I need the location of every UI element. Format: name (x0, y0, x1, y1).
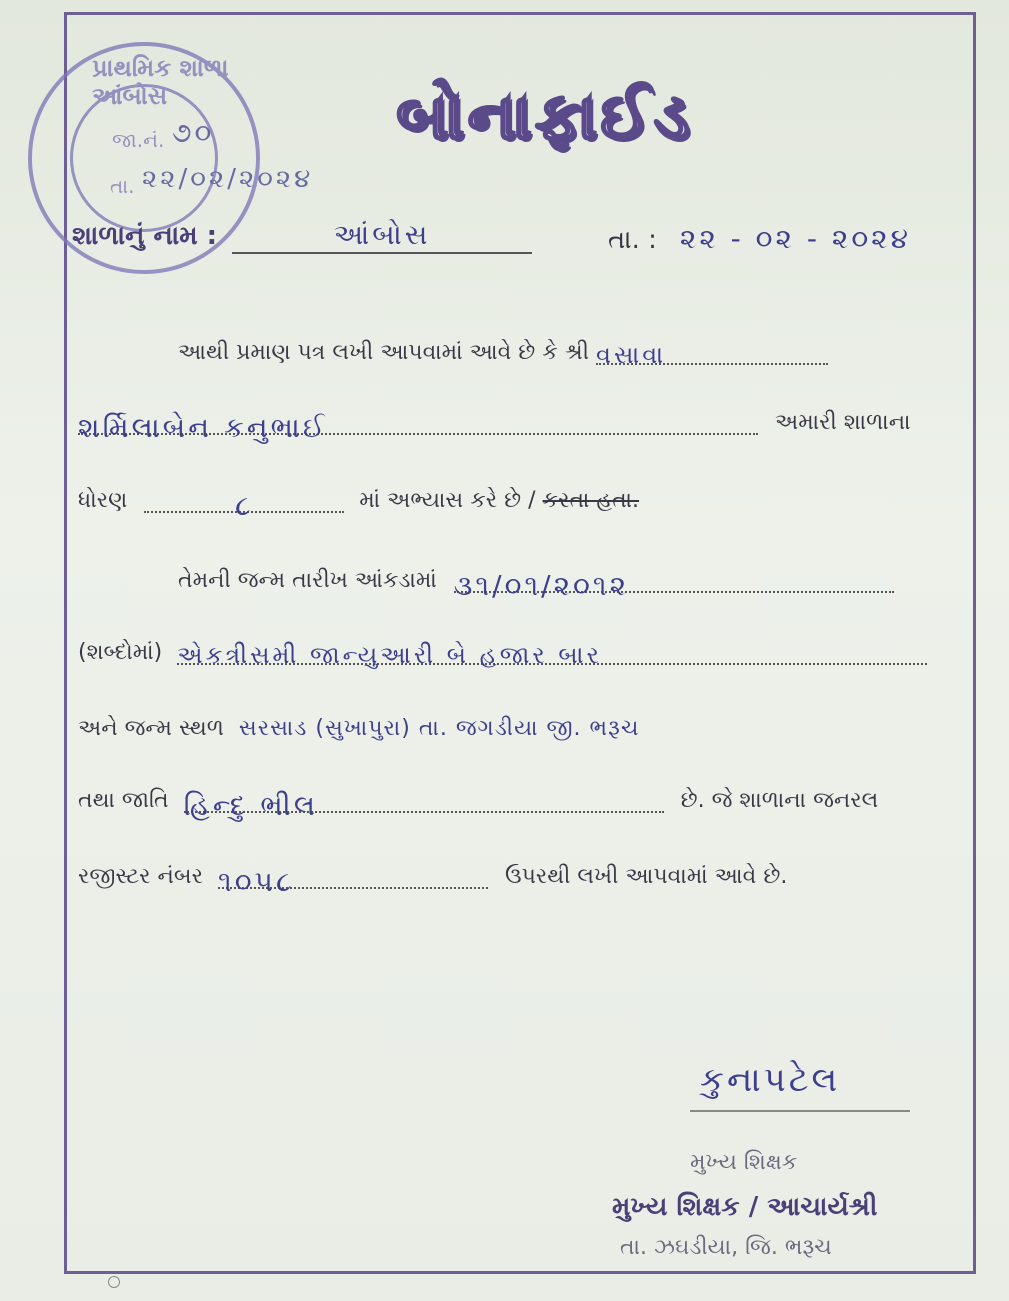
date-label: તા. : (608, 225, 657, 255)
certificate-line-2 (78, 410, 911, 444)
birthplace-label: અને જન્મ સ્થળ (78, 716, 224, 741)
surname-field (596, 341, 828, 369)
signature-line (690, 1110, 910, 1112)
signature: કુનાપટેલ (700, 1060, 841, 1100)
birthplace-field (239, 716, 640, 741)
line1-text: આથી પ્રમાણ પત્ર લખી આપવામાં આવે છે કે શ્રી (178, 340, 590, 365)
stamp-school-name: પ્રાથમિક શાળા આંબોસ (92, 54, 229, 110)
register-value: ૧૦૫૮ (217, 865, 295, 898)
stamp-number-value: ૭૦ (172, 116, 215, 149)
dob-words-row (78, 640, 927, 669)
standard-value: ૮ (235, 489, 254, 522)
dob-words-value: એકત્રીસમી જાન્યુઆરી બે હજાર બાર (177, 641, 602, 669)
dob-field (453, 569, 894, 602)
caste-value: હિન્દુ ભીલ (183, 789, 318, 822)
standard-struck-text: કરતા હતા. (542, 488, 640, 513)
standard-text: માં અભ્યાસ કરે છે / (359, 488, 536, 513)
register-suffix: ઉપરથી લખી આપવામાં આવે છે. (504, 864, 788, 889)
date-value: ૨૨ - ૦૨ - ૨૦૨૪ (679, 222, 911, 255)
birthplace-value: સરસાડ (સુખાપુરા) તા. જગડીયા જી. ભરૂચ (238, 716, 640, 741)
register-label: રજીસ્ટર નંબર (78, 864, 203, 889)
dob-words-label: (શબ્દોમાં) (78, 640, 163, 665)
certificate-line-1 (178, 340, 828, 369)
caste-suffix: છે. જે શાળાના જનરલ (680, 788, 879, 813)
signatory-role: મુખ્ય શિક્ષક (690, 1150, 798, 1175)
dob-value: ૩૧/૦૧/૨૦૧૨ (453, 569, 630, 602)
line2-suffix: અમારી શાળાના (775, 410, 911, 435)
surname-value: વસાવા (596, 341, 667, 369)
register-row (78, 864, 788, 898)
margin-dot (108, 1276, 120, 1288)
document-title: બોનાફાઈડ (396, 80, 694, 154)
birthplace-row (78, 716, 639, 741)
stamp-date-value: ૨૨/૦૨/૨૦૨૪ (142, 164, 314, 194)
caste-field (183, 789, 664, 822)
school-name-label: શાળાનું નામ : (72, 221, 218, 251)
dob-row (178, 568, 894, 602)
student-name-field (78, 411, 758, 444)
school-name-field (232, 218, 532, 254)
standard-label: ધોરણ (78, 488, 128, 513)
standard-field (144, 489, 344, 522)
date-row (608, 222, 911, 256)
caste-row (78, 788, 879, 822)
register-field (217, 865, 488, 898)
school-name-row (72, 218, 532, 254)
stamp-date-label: તા. (110, 174, 135, 198)
student-name-value: શર્મિલાબેન કનુભાઈ (78, 411, 328, 444)
dob-label: તેમની જન્મ તારીખ આંકડામાં (178, 568, 437, 593)
caste-label: તથા જાતિ (78, 788, 169, 813)
standard-row (78, 488, 640, 522)
principal-stamp-title: મુખ્ય શિક્ષક / આચાર્યશ્રી (612, 1192, 878, 1222)
dob-words-field (177, 641, 927, 669)
stamp-number-label: જા.નં. (112, 128, 165, 152)
principal-stamp-location: તા. ઝઘડીયા, જિ. ભરૂચ (620, 1235, 832, 1260)
school-name-value: આંબોસ (333, 218, 431, 251)
